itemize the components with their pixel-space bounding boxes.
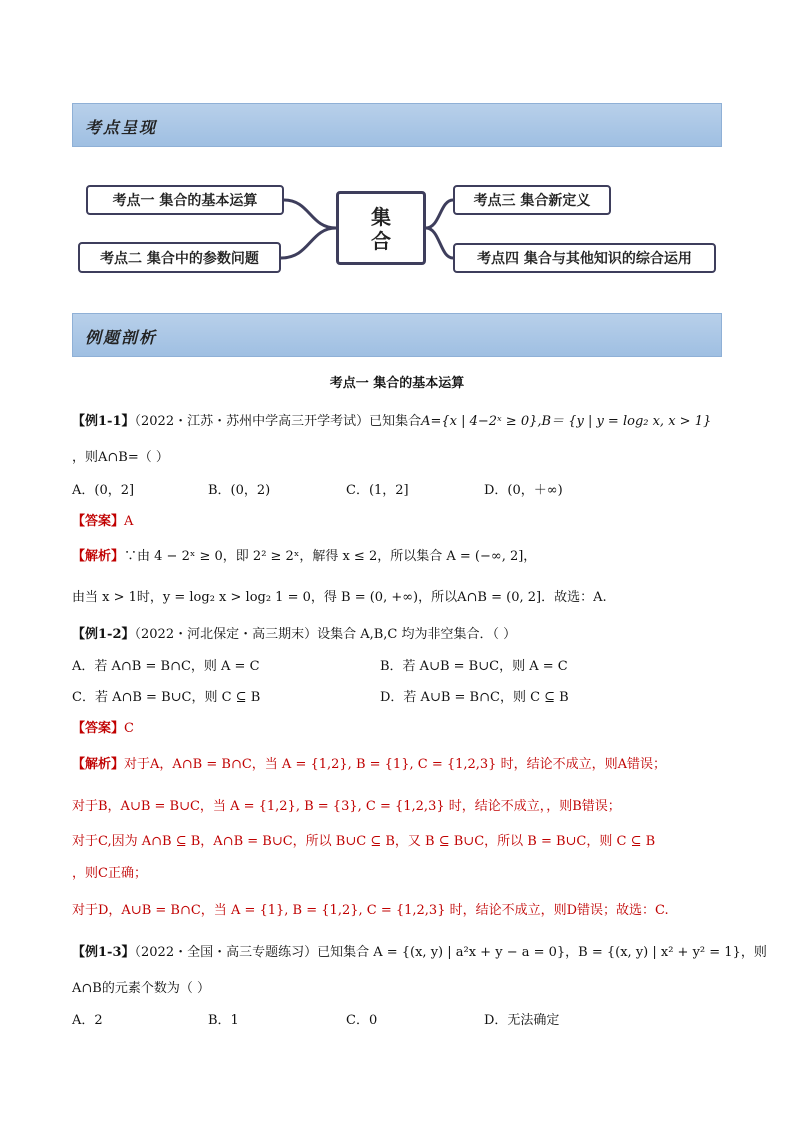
- choice-b: B．(0，2): [208, 483, 271, 498]
- choice-b: B．若 A∪B = B∪C，则 A = C: [380, 659, 568, 674]
- node-label: 考点四 集合与其他知识的综合运用: [477, 251, 692, 267]
- set-a: A={x | 4−2ˣ ≥ 0}: [421, 414, 538, 429]
- analysis-tag: 【解析】: [72, 549, 125, 564]
- analysis-line-4: ，则C正确；: [72, 866, 147, 881]
- choice-c: C．若 A∩B = B∪C，则 C ⊆ B: [72, 690, 261, 705]
- choice-d: D．若 A∪B = B∩C，则 C ⊆ B: [380, 690, 569, 705]
- analysis-tag: 【解析】: [72, 757, 125, 772]
- example-1-3-stem: [72, 941, 767, 960]
- analysis-line-1: [72, 545, 536, 564]
- choice-b: B．1: [208, 1013, 239, 1028]
- node-label: 考点一 集合的基本运算: [112, 193, 258, 209]
- set-b: ,B＝ {y | y = log₂ x, x > 1}: [537, 414, 712, 429]
- choice-d: D．(0，＋∞): [484, 483, 563, 498]
- choice-d: D．无法确定: [484, 1013, 560, 1028]
- answer-line: [72, 717, 134, 736]
- choice-c: C．0: [346, 1013, 378, 1028]
- example-tag: 【例1-1】: [72, 414, 135, 429]
- analysis-line-2: 对于B，A∪B = B∪C，当 A = {1,2}, B = {3}, C = {1,2,3} 时，结论不成立，，则B错误；: [72, 799, 621, 814]
- banner-title: 考点呈现: [85, 118, 158, 137]
- center-char-1: 集: [371, 205, 391, 229]
- example-1-2-stem: [72, 623, 516, 642]
- mindmap-center-node: [336, 191, 426, 265]
- answer-tag: 【答案】: [72, 721, 125, 736]
- node-label: 考点二 集合中的参数问题: [100, 250, 259, 267]
- banner-title: 例题剖析: [85, 328, 158, 347]
- section-banner-liti: [72, 313, 722, 357]
- choice-c: C．(1，2]: [346, 483, 409, 498]
- mindmap-node-kaodian2: [78, 242, 281, 273]
- mindmap-node-kaodian1: [86, 185, 284, 215]
- answer-tag: 【答案】: [72, 514, 125, 529]
- analysis-line-2: 由当 x > 1时，y = log₂ x > log₂ 1 = 0，得 B = (0, +∞)，所以A∩B = (0, 2]．故选：A.: [72, 590, 607, 605]
- answer-line: [72, 510, 133, 529]
- example-tag: 【例1-3】: [72, 945, 135, 960]
- section-title: 考点一 集合的基本运算: [329, 376, 465, 391]
- choice-a: A．若 A∩B = B∩C，则 A = C: [72, 659, 260, 674]
- example-source: （2022・江苏・苏州中学高三开学考试）已知集合: [134, 414, 422, 429]
- example-tag: 【例1-2】: [72, 627, 135, 642]
- center-char-2: 合: [371, 229, 391, 253]
- example-1-3-question: A∩B的元素个数为（ ）: [72, 981, 210, 996]
- example-1-1-stem: [72, 410, 711, 429]
- analysis-text: 对于A，A∩B = B∩C，当 A = {1,2}, B = {1}, C = {1,2,3} 时，结论不成立，则A错误；: [124, 757, 666, 772]
- answer-value: C: [124, 721, 134, 736]
- example-source: （2022・全国・高三专题练习）已知集合 A = {(x, y) | a²x + y − a = 0}，B = {(x, y) | x² + y² = 1}，则: [134, 945, 767, 960]
- choice-a: A．2: [72, 1013, 103, 1028]
- analysis-line-5: 对于D，A∪B = B∩C，当 A = {1}, B = {1,2}, C = {1,2,3} 时，结论不成立，则D错误；故选：C.: [72, 903, 669, 918]
- example-1-1-question: ，则A∩B=（ ）: [72, 450, 169, 465]
- analysis-text: ∵由 4 − 2ˣ ≥ 0，即 2² ≥ 2ˣ，解得 x ≤ 2，所以集合 A = (−∞, 2]，: [124, 549, 537, 564]
- example-source: （2022・河北保定・高三期末）设集合 A,B,C 均为非空集合．（ ）: [134, 627, 517, 642]
- mindmap-node-kaodian3: [453, 185, 611, 215]
- mindmap-node-kaodian4: [453, 243, 716, 273]
- analysis-line-1: [72, 753, 666, 772]
- node-label: 考点三 集合新定义: [473, 193, 591, 209]
- choice-a: A．(0，2]: [72, 483, 135, 498]
- answer-value: A: [124, 514, 134, 529]
- analysis-line-3: 对于C,因为 A∩B ⊆ B，A∩B = B∪C，所以 B∪C ⊆ B，又 B ⊆ B∪C，所以 B = B∪C，则 C ⊆ B: [72, 834, 656, 849]
